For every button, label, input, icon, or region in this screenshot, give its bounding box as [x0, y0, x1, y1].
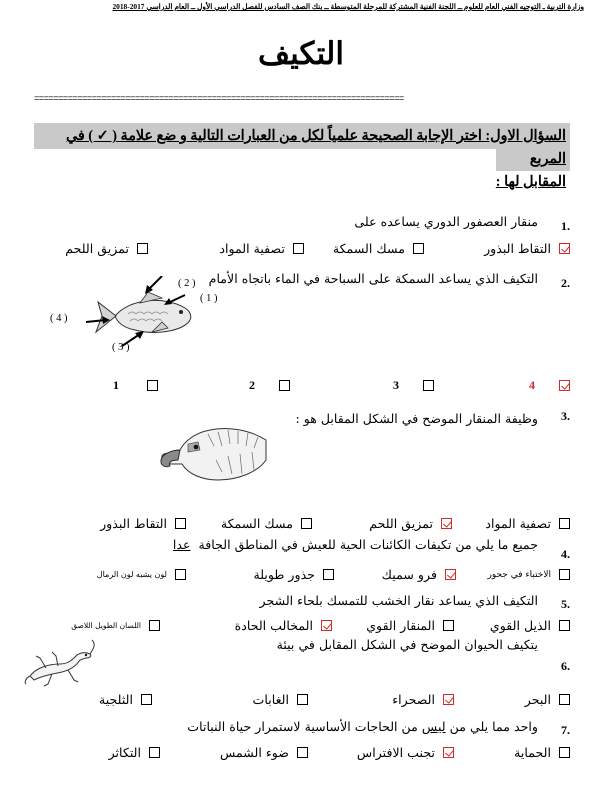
q1-options: [30, 241, 570, 263]
q1-option[interactable]: تمزيق اللحم: [65, 241, 148, 256]
q7-option[interactable]: التكاثر: [109, 745, 160, 760]
q3-number: .3: [561, 409, 570, 423]
checkbox-icon[interactable]: [559, 620, 570, 631]
fish-label-4: ( 4 ): [50, 313, 68, 324]
checkbox-icon[interactable]: [413, 243, 424, 254]
q2-option[interactable]: 2: [249, 378, 290, 393]
checkbox-icon[interactable]: [559, 569, 570, 580]
q1-option[interactable]: تصفية المواد: [219, 241, 304, 256]
q4-option[interactable]: فرو سميك: [382, 567, 456, 582]
checkbox-checked-icon[interactable]: [321, 620, 332, 631]
q4-stem: جميع ما يلي من تكيفات الكائنات الحية للعيش في المناطق الجافة عدا: [172, 537, 538, 552]
checkbox-checked-icon[interactable]: [559, 243, 570, 254]
checkbox-icon[interactable]: [137, 243, 148, 254]
fish-label-2: ( 2 ): [178, 278, 196, 289]
ministry-header: وزارة التربية ـ التوجيه الفني العام للعلوم ــ اللجنة الفنية المشتركة للمرحلة المتوسطة ــ بنك الصف السادس للفصل الدراسي الأول ــ العام الدراسي 2017-2018: [112, 2, 584, 11]
q7-option[interactable]: ضوء الشمس: [220, 745, 308, 760]
checkbox-checked-icon[interactable]: [441, 518, 452, 529]
checkbox-icon[interactable]: [423, 380, 434, 391]
q5-option[interactable]: المخالب الحادة: [235, 618, 332, 633]
checkbox-icon[interactable]: [297, 694, 308, 705]
checkbox-checked-icon[interactable]: [559, 380, 570, 391]
q4-option[interactable]: لون يشبه لون الرمال: [97, 567, 186, 582]
q5-option[interactable]: الذيل القوي: [490, 618, 570, 633]
checkbox-icon[interactable]: [293, 243, 304, 254]
eagle-head-image: [158, 420, 268, 486]
q6-options: [30, 692, 570, 714]
q5-option[interactable]: اللسان الطويل اللاصق: [71, 618, 160, 633]
q4-option[interactable]: الاختباء في جحور: [487, 567, 570, 582]
section-instruction: [34, 123, 570, 190]
checkbox-icon[interactable]: [141, 694, 152, 705]
fish-label-3: ( 3 ): [112, 342, 130, 353]
checkbox-icon[interactable]: [559, 518, 570, 529]
checkbox-icon[interactable]: [559, 747, 570, 758]
checkbox-checked-icon[interactable]: [445, 569, 456, 580]
divider-line: =============================================================================: [34, 94, 404, 104]
q6-option[interactable]: البحر: [525, 692, 570, 707]
q1-option[interactable]: التقاط البذور: [484, 241, 570, 256]
checkbox-icon[interactable]: [559, 694, 570, 705]
q3-option[interactable]: التقاط البذور: [100, 516, 186, 531]
checkbox-icon[interactable]: [297, 747, 308, 758]
checkbox-checked-icon[interactable]: [443, 694, 454, 705]
q4-option[interactable]: جذور طويلة: [253, 567, 334, 582]
q5-number: .5: [561, 597, 570, 611]
checkbox-icon[interactable]: [149, 620, 160, 631]
q6-stem: يتكيف الحيوان الموضح في الشكل المقابل في بيئة: [276, 637, 538, 652]
q5-stem: التكيف الذي يساعد نقار الخشب للتمسك بلحاء الشجر: [259, 593, 538, 608]
instruction-text: السؤال الاول: اختر الإجابة الصحيحة علمياً لكل من العبارات التالية و ضع علامة ( ✓ ) في المربع المقابل لها :: [65, 128, 566, 190]
checkbox-icon[interactable]: [323, 569, 334, 580]
q7-option[interactable]: الحماية: [514, 745, 570, 760]
q3-option[interactable]: تصفية المواد: [485, 516, 570, 531]
fish-label-1: ( 1 ): [200, 293, 218, 304]
q1-number: .1: [561, 219, 570, 233]
q2-options: [30, 378, 570, 400]
q3-option[interactable]: مسك السمكة: [221, 516, 312, 531]
q3-options: [30, 516, 570, 538]
checkbox-icon[interactable]: [149, 747, 160, 758]
checkbox-icon[interactable]: [443, 620, 454, 631]
q3-option[interactable]: تمزيق اللحم: [369, 516, 452, 531]
checkbox-icon[interactable]: [175, 569, 186, 580]
checkbox-checked-icon[interactable]: [443, 747, 454, 758]
q1-option[interactable]: مسك السمكة: [333, 241, 424, 256]
checkbox-icon[interactable]: [147, 380, 158, 391]
q4-options: [30, 567, 570, 589]
q6-option[interactable]: الثلجية: [99, 692, 152, 707]
lizard-image: [22, 636, 98, 688]
checkbox-icon[interactable]: [301, 518, 312, 529]
q2-option[interactable]: 1: [113, 378, 158, 393]
q7-stem: واحد مما يلي من ليس من الحاجات الأساسية لاستمرار حياة النباتات: [187, 719, 538, 734]
q2-option[interactable]: 4: [529, 378, 570, 393]
q1-stem: منقار العصفور الدوري يساعده على: [354, 214, 538, 229]
q2-stem: التكيف الذي يساعد السمكة على السباحة في الماء باتجاه الأمام: [208, 271, 538, 286]
q5-option[interactable]: المنقار القوي: [366, 618, 454, 633]
q7-option[interactable]: تجنب الافتراس: [357, 745, 454, 760]
q2-option[interactable]: 3: [393, 378, 434, 393]
q3-stem: وظيفة المنقار الموضح في الشكل المقابل هو :: [295, 411, 538, 426]
checkbox-icon[interactable]: [175, 518, 186, 529]
q2-number: .2: [561, 276, 570, 290]
q7-options: [30, 745, 570, 767]
q4-number: .4: [561, 547, 570, 561]
checkbox-icon[interactable]: [279, 380, 290, 391]
q6-option[interactable]: الغابات: [253, 692, 308, 707]
q7-number: .7: [561, 723, 570, 737]
fish-diagram: [40, 276, 240, 362]
q6-option[interactable]: الصحراء: [392, 692, 454, 707]
page-title: التكيف: [258, 36, 344, 72]
q6-number: .6: [561, 659, 570, 673]
